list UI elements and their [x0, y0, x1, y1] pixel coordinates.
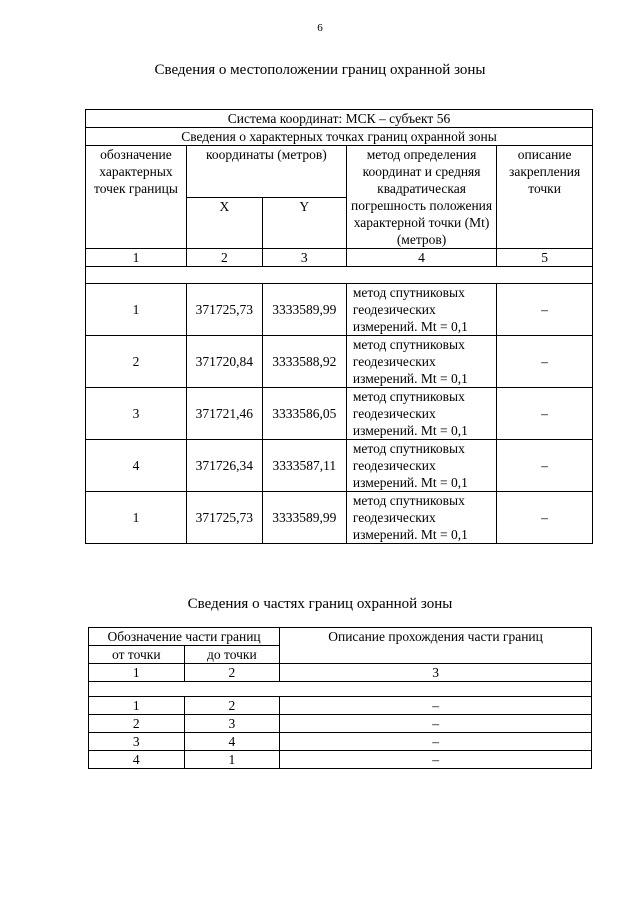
coordinate-system-row [86, 110, 593, 128]
column-number-row [89, 664, 592, 682]
table-row [86, 440, 593, 492]
column-number-row [86, 249, 593, 267]
column-number: 2 [184, 664, 280, 682]
page-number: 6 [317, 22, 323, 34]
x-cell: 371725,73 [186, 284, 262, 336]
y-cell: 3333589,99 [262, 284, 346, 336]
x-cell: 371726,34 [186, 440, 262, 492]
description-cell: – [280, 697, 592, 715]
to-point-cell: 4 [184, 733, 280, 751]
header-row-1 [89, 628, 592, 646]
method-cell: метод спутниковых геодезических измерений. Mt = 0,1 [346, 440, 496, 492]
method-cell: метод спутниковых геодезических измерений. Mt = 0,1 [346, 336, 496, 388]
column-number: 2 [186, 249, 262, 267]
header-row-1 [86, 146, 593, 198]
header-method: метод определения координат и средняя квадратическая погрешность положения характерной точки (Mt) (метров) [346, 146, 496, 249]
point-cell: 4 [86, 440, 187, 492]
boundary-points-table [85, 109, 593, 544]
boundary-parts-table [88, 627, 592, 769]
table-row [89, 751, 592, 769]
spacer-row [86, 267, 593, 284]
method-cell: метод спутниковых геодезических измерений. Mt = 0,1 [346, 284, 496, 336]
table-row [89, 715, 592, 733]
y-cell: 3333587,11 [262, 440, 346, 492]
point-cell: 3 [86, 388, 187, 440]
header-y: Y [262, 197, 346, 249]
to-point-cell: 1 [184, 751, 280, 769]
subheading-cell: Сведения о характерных точках границ охранной зоны [86, 128, 593, 146]
table-row [89, 697, 592, 715]
spacer-cell [86, 267, 593, 284]
point-cell: 2 [86, 336, 187, 388]
description-cell: – [280, 715, 592, 733]
column-number: 1 [89, 664, 185, 682]
description-cell: – [280, 733, 592, 751]
header-x: X [186, 197, 262, 249]
table-row [89, 733, 592, 751]
header-description: описание закрепления точки [497, 146, 593, 249]
from-point-cell: 2 [89, 715, 185, 733]
y-cell: 3333588,92 [262, 336, 346, 388]
from-point-cell: 4 [89, 751, 185, 769]
column-number: 3 [262, 249, 346, 267]
coordinate-system-cell: Система координат: МСК – субъект 56 [86, 110, 593, 128]
description-cell: – [497, 440, 593, 492]
column-number: 4 [346, 249, 496, 267]
point-cell: 1 [86, 284, 187, 336]
header-part-description: Описание прохождения части границ [280, 628, 592, 664]
column-number: 1 [86, 249, 187, 267]
header-to-point: до точки [184, 646, 280, 664]
header-from-point: от точки [89, 646, 185, 664]
column-number: 5 [497, 249, 593, 267]
table-row [86, 388, 593, 440]
x-cell: 371725,73 [186, 492, 262, 544]
spacer-row [89, 682, 592, 697]
to-point-cell: 2 [184, 697, 280, 715]
column-number: 3 [280, 664, 592, 682]
to-point-cell: 3 [184, 715, 280, 733]
table-row [86, 284, 593, 336]
table-row [86, 336, 593, 388]
x-cell: 371721,46 [186, 388, 262, 440]
method-cell: метод спутниковых геодезических измерений. Mt = 0,1 [346, 388, 496, 440]
description-cell: – [497, 388, 593, 440]
method-cell: метод спутниковых геодезических измерений. Mt = 0,1 [346, 492, 496, 544]
y-cell: 3333589,99 [262, 492, 346, 544]
table-row [86, 492, 593, 544]
point-cell: 1 [86, 492, 187, 544]
section-title-boundary-location: Сведения о местоположении границ охранной зоны [154, 62, 486, 78]
description-cell: – [497, 492, 593, 544]
x-cell: 371720,84 [186, 336, 262, 388]
description-cell: – [497, 284, 593, 336]
spacer-cell [89, 682, 592, 697]
description-cell: – [280, 751, 592, 769]
description-cell: – [497, 336, 593, 388]
header-part-designation: Обозначение части границ [89, 628, 280, 646]
section-title-boundary-parts: Сведения о частях границ охранной зоны [187, 596, 453, 612]
header-designation: обозначение характерных точек границы [86, 146, 187, 249]
from-point-cell: 3 [89, 733, 185, 751]
y-cell: 3333586,05 [262, 388, 346, 440]
header-coordinates: координаты (метров) [186, 146, 346, 198]
from-point-cell: 1 [89, 697, 185, 715]
subheading-row [86, 128, 593, 146]
